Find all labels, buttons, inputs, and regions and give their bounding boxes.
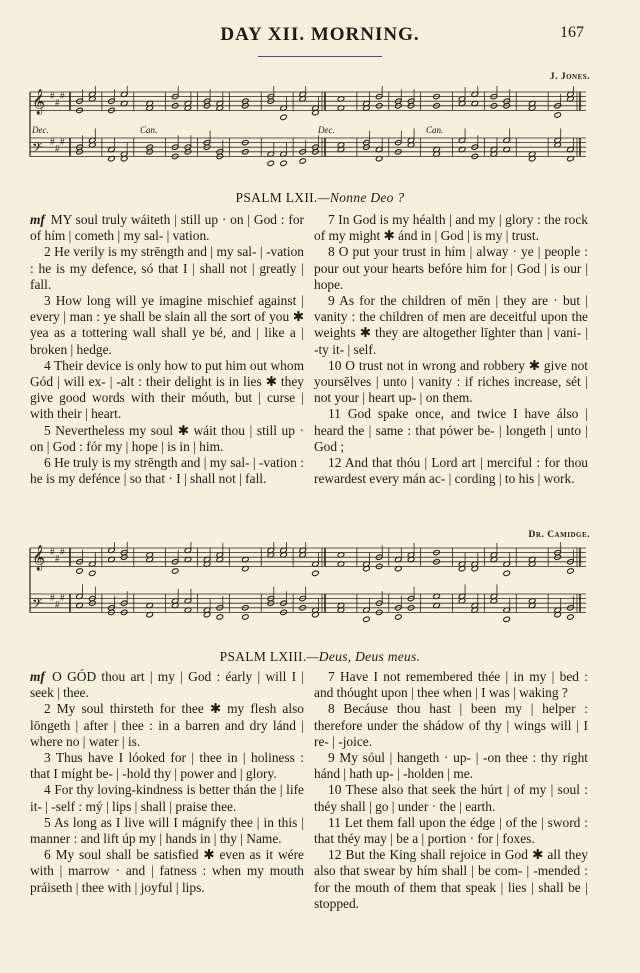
psalm-63-right-column [314, 669, 588, 912]
sharp-icon: # [55, 143, 60, 154]
psalm-number: PSALM LXII. [235, 190, 318, 205]
dynamic-marking: Can. [140, 125, 158, 135]
composer-credit: J. Jones. [549, 72, 590, 82]
psalm-62-right-column [314, 212, 588, 487]
verse: 8 Becáuse thou hast | been my | helper : therefore under the shádow of thy | wings will | I re- | -joice. [314, 701, 588, 749]
composer-credit: Dr. Camidge. [528, 530, 590, 540]
dynamic-marking: Can. [426, 125, 444, 135]
verse: 6 My soul shall be satisfied ✱ even as it wére with | marrow · and | fatness : when my mouth práiseth | thee with | joyful | lips. [30, 847, 304, 895]
chant-score-2 [28, 530, 590, 634]
sharp-icon: # [50, 592, 55, 603]
dynamic-marking: mf [30, 669, 45, 684]
dynamic-marking: Dec. [32, 125, 49, 135]
verse: 11 God spake once, and twice I have álso | heard the | same : that pówer be- | longeth | unto | God ; [314, 406, 588, 454]
sharp-icon: # [55, 97, 60, 108]
verse: 10 These also that seek the húrt | of my | soul : théy shall | go | under · the | earth. [314, 782, 588, 814]
verse: 8 O put your trust in hím | alway · ye | people : pour out your hearts befóre him for | God | is our | hope. [314, 244, 588, 292]
verse: 4 For thy loving-kindness is better thán the | life it- | -self : mý | lips | shall | praise thee. [30, 782, 304, 814]
chant-music-notation [28, 542, 590, 634]
svg-text:𝄞: 𝄞 [32, 545, 46, 571]
svg-text:𝄢: 𝄢 [32, 139, 43, 159]
verse: 9 My sóul | hangeth · up- | -on thee : thy right hánd | hath up- | -holden | me. [314, 750, 588, 782]
sharp-icon: # [50, 546, 55, 557]
page-number: 167 [560, 24, 584, 41]
sharp-icon: # [60, 136, 65, 147]
verse: mf O GÓD thou art | my | God : éarly | will I | seek | thee. [30, 669, 304, 701]
page-header [0, 24, 640, 50]
svg-text:𝄞: 𝄞 [32, 89, 46, 115]
dynamic-marking: Dec. [318, 125, 335, 135]
psalm-latin-title: —Nonne Deo ? [317, 190, 405, 205]
verse: 11 Let them fall upon the édge | of the | sword : that théy may | be a | portion · for | foxes. [314, 814, 588, 847]
verse: 7 Have I not remembered thée | in my | bed : and thóught upon | thee when | I was | waking ? [314, 669, 588, 701]
psalm-latin-title: —Deus, Deus meus. [306, 649, 421, 664]
sharp-icon: # [50, 136, 55, 147]
verse: 9 As for the children of mēn | they are · but | vanity : the children of men are deceitful upon the weights ✱ they are altogether līghter than | vani- | -ty it- | self. [314, 293, 588, 357]
verse: 12 And that thóu | Lord art | merciful : for thou rewardest every mán ac- | cording | to his | work. [314, 455, 588, 487]
verse: 2 He verily is my strēngth and | my sal- | -vation : he is my defence, só that I | shall not | greatly | fall. [30, 244, 304, 292]
sharp-icon: # [55, 599, 60, 610]
verse: 3 How long will ye imagine mischief against | every | man : ye shall be slain all the sort of you ✱ yea as a tottering wall shall ye bé, and | like a | broken | hedge. [30, 293, 304, 357]
verse: mf MY soul truly wáiteth | still up · on | God : for of hím | cometh | my sal- | vation. [30, 212, 304, 244]
verse: 5 As long as I live will I mágnify thee | in this | manner : and lift úp my | hands in | thy | Name. [30, 814, 304, 847]
svg-text:𝄢: 𝄢 [32, 595, 43, 615]
verse: 7 In God is my héalth | and my | glory : the rock of my might ✱ ánd in | God | is my | trust. [314, 212, 588, 244]
chant-music-notation [28, 86, 590, 176]
psalm-heading [0, 649, 640, 665]
verse: 4 Their device is only how to put him out whom Gód | will ex- | -alt : their delight is in lies ✱ they give good words with their móuth, but | curse | with their | heart. [30, 357, 304, 422]
verse: 10 O trust not in wrong and robbery ✱ give not yoursēlves | unto | vanity : if riches increase, sét | not your | heart up- | on them. [314, 357, 588, 406]
verse: 12 But the King shall rejoice in God ✱ all they also that swear by hím shall | be com- | -mended : for the mouth of them that speak | lies | shall be | stopped. [314, 847, 588, 911]
page-title: DAY XII. MORNING. [220, 24, 420, 45]
sharp-icon: # [50, 90, 55, 101]
sharp-icon: # [55, 553, 60, 564]
verse: 5 Nevertheless my soul ✱ wáit thou | still up · on | God : fór my | hope | is in | him. [30, 422, 304, 454]
verse: 2 My soul thirsteth for thee ✱ my flesh also lōngeth | after | thee : in a barren and dry lánd | where no | water | is. [30, 701, 304, 749]
psalm-63-left-column [30, 669, 304, 896]
chant-score-1 [28, 72, 590, 172]
psalm-62-left-column [30, 212, 304, 487]
dynamic-marking: mf [30, 212, 45, 227]
psalm-number: PSALM LXIII. [219, 649, 307, 664]
sharp-icon: # [60, 546, 65, 557]
psalm-heading [0, 190, 640, 206]
sharp-icon: # [60, 90, 65, 101]
sharp-icon: # [60, 592, 65, 603]
verse: 6 He truly is my strēngth and | my sal- | -vation : he is my defénce | so that · I | shall not | fall. [30, 455, 304, 487]
verse: 3 Thus have I lóoked for | thee in | holiness : that I míght be- | -hold thy | power and | glory. [30, 750, 304, 782]
header-divider [258, 56, 382, 57]
